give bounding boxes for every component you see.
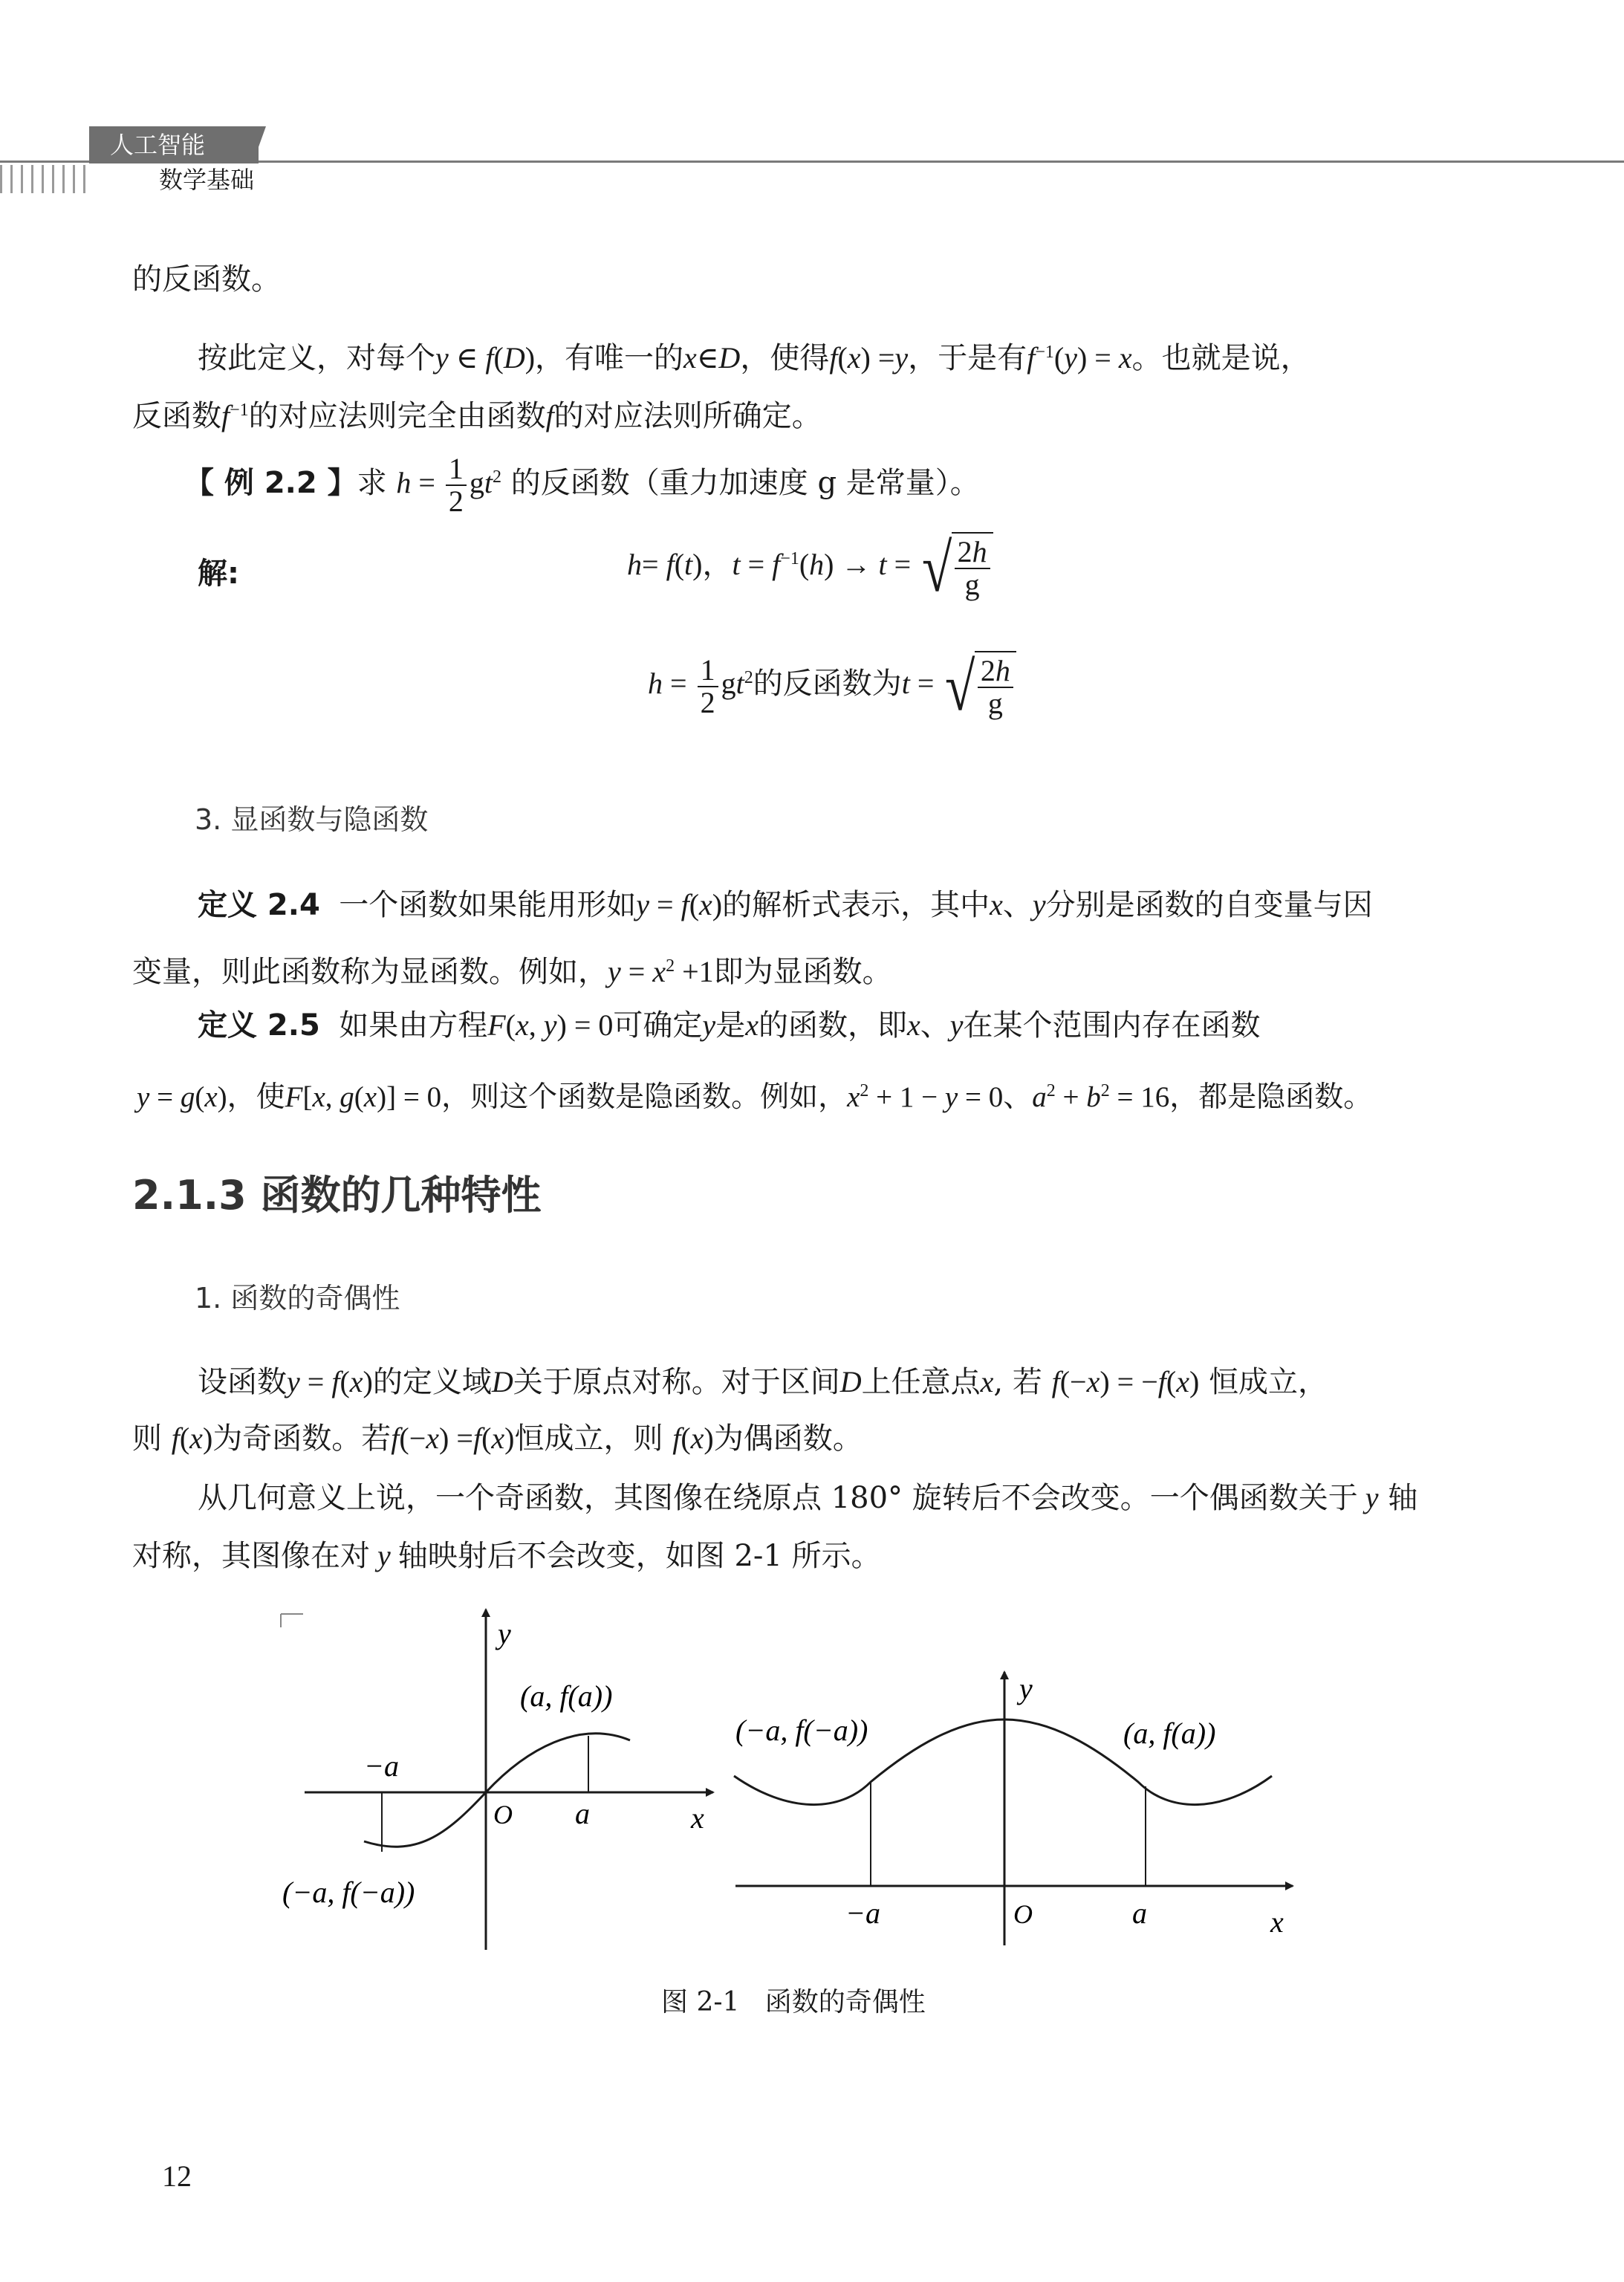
figure-caption: 图 2-1 函数的奇偶性 — [661, 1987, 926, 2017]
even-x-label: x — [1270, 1905, 1284, 1939]
solution-label: 解: — [198, 557, 239, 591]
even-neg-a-tick: −a — [845, 1896, 880, 1930]
geometry-line-2: 对称，其图像在对 y 轴映射后不会改变，如图 2-1 所示。 — [132, 1539, 881, 1573]
even-a-tick: a — [1132, 1896, 1147, 1930]
odd-y-label: y — [498, 1617, 511, 1650]
even-y-label: y — [1019, 1672, 1033, 1705]
odd-function-plot — [282, 1610, 713, 1950]
solution-equation-1: h= f(t)，$t = f^{-1}(h) \to t$ = √ $\frac{2h}{g}$ — [627, 532, 993, 603]
page-number: 12 — [162, 2159, 192, 2193]
odd-a-tick: a — [575, 1797, 590, 1830]
odd-curve — [364, 1734, 630, 1847]
section-2-1-3-heading: 2.1.3 函数的几种特性 — [132, 1172, 542, 1219]
text-line-1: 的反函数。 — [132, 262, 281, 296]
even-origin-label: O — [1013, 1899, 1033, 1929]
odd-x-label: x — [691, 1801, 704, 1835]
odd-point-pos: (a, f(a)) — [520, 1679, 613, 1713]
section-3-heading: 3. 显函数与隐函数 — [195, 803, 429, 836]
definition-2-4-line-1: 定义 2.4 一个函数如果能用形如y = f(x)的解析式表示，其中x、y分别是函数的自变量与因 — [198, 888, 1373, 922]
header-subtitle: 数学基础 — [159, 166, 255, 194]
definition-2-5-line-1: 定义 2.5 如果由方程F(x, y) = 0可确定y是x的函数，即x、y在某个范围内存在函数 — [198, 1008, 1261, 1043]
odd-origin-label: O — [493, 1800, 513, 1829]
parity-line-1: 设函数y = f(x)的定义域D关于原点对称。对于区间D上任意点x, 若 f(−x) = −f(x) 恒成立， — [198, 1365, 1328, 1399]
subsection-1-heading: 1. 函数的奇偶性 — [195, 1282, 400, 1315]
odd-point-neg: (−a, f(−a)) — [282, 1876, 415, 1909]
geometry-line-1: 从几何意义上说，一个奇函数，其图像在绕原点 180° 旋转后不会改变。一个偶函数关于 y 轴 — [198, 1481, 1418, 1515]
definition-2-4-line-2: 变量，则此函数称为显函数。例如，$y = x^2 +1$即为显函数。 — [132, 955, 892, 989]
even-point-neg: (−a, f(−a)) — [735, 1714, 868, 1747]
corner-mark — [281, 1614, 303, 1627]
parity-line-2: 则 f(x)为奇函数。若f(−x) =f(x)恒成立，则 f(x)为偶函数。 — [132, 1422, 863, 1456]
example-2-2: 【 例 2.2 】求 h = $\frac{1}{2}$ $gt^2$ 的反函数（重力加速度 g 是常量）。 — [184, 452, 980, 518]
even-function-plot — [734, 1672, 1293, 1945]
text-line-3: 反函数$f^{-1}$的对应法则完全由函数f的对应法则所确定。 — [132, 399, 822, 433]
definition-2-5-line-2: y = g(x)，使F[x, g(x)] = 0，则这个函数是隐函数。例如，$x^2 + 1 - y = 0$、$a^2 + b^2 = 16$，都是隐函数。 — [137, 1080, 1373, 1114]
odd-neg-a-tick: −a — [364, 1749, 399, 1783]
solution-equation-2: h = $\frac{1}{2}$ $gt^2$的反函数为t = √ $\frac{2h}{g}$ — [648, 651, 1016, 722]
even-point-pos: (a, f(a)) — [1123, 1717, 1216, 1750]
header-series-tag: 人工智能 — [89, 126, 259, 163]
text-line-2: 按此定义，对每个y ∈ f(D)，有唯一的x∈D，使得f(x) =y，于是有$f^{-1}(y) = x$。也就是说， — [198, 341, 1310, 375]
